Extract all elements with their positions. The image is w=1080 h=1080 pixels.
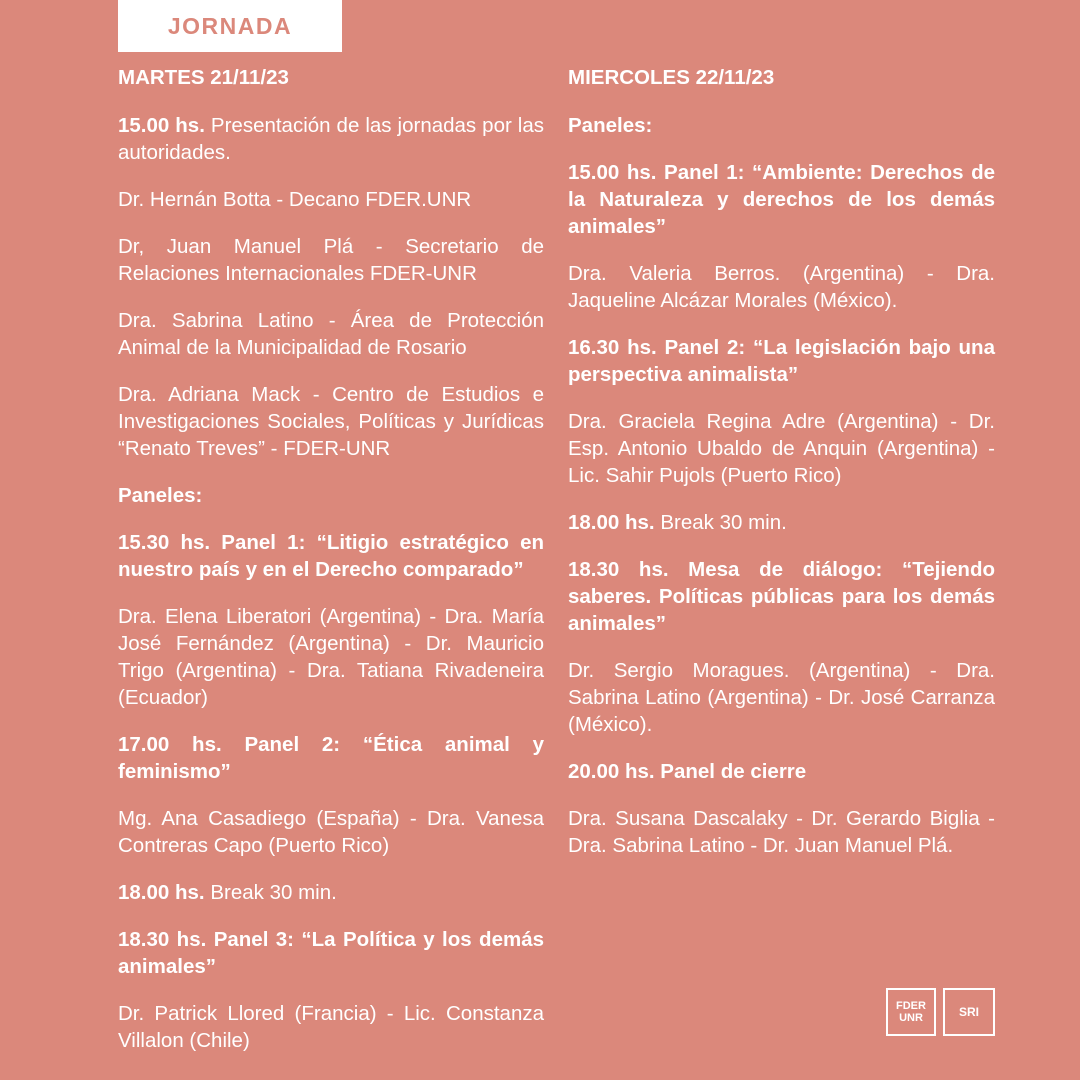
wednesday-column <box>568 64 995 879</box>
heading-text: 15.00 hs. Panel 1: “Ambiente: Derechos de la Naturaleza y derechos de los demás animales” <box>568 161 995 238</box>
time-label: 15.00 hs. <box>118 114 205 137</box>
schedule-heading <box>568 556 995 637</box>
schedule-item <box>568 657 995 738</box>
schedule-item <box>568 805 995 859</box>
item-text: Break 30 min. <box>204 881 337 904</box>
schedule-item <box>118 186 544 213</box>
schedule-item <box>118 879 544 906</box>
day-title: MIERCOLES 22/11/23 <box>568 66 775 89</box>
sri-logo: SRI <box>943 988 995 1036</box>
schedule-heading <box>118 482 544 509</box>
schedule-list <box>568 112 995 859</box>
heading-text: 18.30 hs. Mesa de diálogo: “Tejiendo saberes. Políticas públicas para los demás animales” <box>568 558 995 635</box>
schedule-item <box>118 307 544 361</box>
schedule-heading <box>118 529 544 583</box>
schedule-item <box>118 603 544 711</box>
heading-text: Paneles: <box>118 484 203 507</box>
item-text: Dra. Valeria Berros. (Argentina) - Dra. Jaqueline Alcázar Morales (México). <box>568 262 995 312</box>
heading-text: Paneles: <box>568 114 653 137</box>
logo-text: UNR <box>899 1012 923 1024</box>
schedule-heading <box>118 731 544 785</box>
heading-text: 18.30 hs. Panel 3: “La Política y los demás animales” <box>118 928 544 978</box>
fder-unr-logo <box>886 988 936 1036</box>
schedule-item <box>568 408 995 489</box>
item-text: Dra. Adriana Mack - Centro de Estudios e Investigaciones Sociales, Políticas y Jurídicas “Renato Treves” - FDER-UNR <box>118 383 544 460</box>
heading-text: 16.30 hs. Panel 2: “La legislación bajo una perspectiva animalista” <box>568 336 995 386</box>
schedule-item <box>118 1000 544 1054</box>
header-tab: JORNADA <box>118 0 342 52</box>
time-label: 18.00 hs. <box>568 511 655 534</box>
heading-text: 17.00 hs. Panel 2: “Ética animal y feminismo” <box>118 733 544 783</box>
schedule-item <box>568 509 995 536</box>
item-text: Dr, Juan Manuel Plá - Secretario de Relaciones Internacionales FDER-UNR <box>118 235 544 285</box>
schedule-heading <box>568 758 995 785</box>
item-text: Dra. Susana Dascalaky - Dr. Gerardo Biglia - Dra. Sabrina Latino - Dr. Juan Manuel Plá. <box>568 807 995 857</box>
schedule-list <box>118 112 544 1054</box>
item-text: Dr. Sergio Moragues. (Argentina) - Dra. Sabrina Latino (Argentina) - Dr. José Carranza (México). <box>568 659 995 736</box>
schedule-heading <box>568 159 995 240</box>
item-text: Dra. Graciela Regina Adre (Argentina) - Dr. Esp. Antonio Ubaldo de Anquin (Argentina) - Lic. Sahir Pujols (Puerto Rico) <box>568 410 995 487</box>
schedule-item <box>118 381 544 462</box>
day-title: MARTES 21/11/23 <box>118 66 289 89</box>
heading-text: 20.00 hs. Panel de cierre <box>568 760 807 783</box>
schedule-heading <box>568 112 995 139</box>
item-text: Dr. Hernán Botta - Decano FDER.UNR <box>118 188 472 211</box>
schedule-heading <box>118 926 544 980</box>
schedule-item <box>118 805 544 859</box>
schedule-heading <box>568 334 995 388</box>
schedule-item <box>568 260 995 314</box>
item-text: Presentación de las jornadas por las autoridades. <box>118 114 544 164</box>
item-text: Break 30 min. <box>654 511 787 534</box>
time-label: 18.00 hs. <box>118 881 205 904</box>
logos <box>886 988 995 1036</box>
item-text: Dra. Sabrina Latino - Área de Protección Animal de la Municipalidad de Rosario <box>118 309 544 359</box>
item-text: Dr. Patrick Llored (Francia) - Lic. Constanza Villalon (Chile) <box>118 1002 544 1052</box>
tuesday-column <box>118 64 544 1074</box>
heading-text: 15.30 hs. Panel 1: “Litigio estratégico en nuestro país y en el Derecho comparado” <box>118 531 544 581</box>
item-text: Mg. Ana Casadiego (España) - Dra. Vanesa Contreras Capo (Puerto Rico) <box>118 807 544 857</box>
schedule-item <box>118 112 544 166</box>
schedule-item <box>118 233 544 287</box>
item-text: Dra. Elena Liberatori (Argentina) - Dra. María José Fernández (Argentina) - Dr. Mauricio Trigo (Argentina) - Dra. Tatiana Rivadeneira (Ecuador) <box>118 605 544 709</box>
logo-text: FDER <box>896 1000 926 1012</box>
